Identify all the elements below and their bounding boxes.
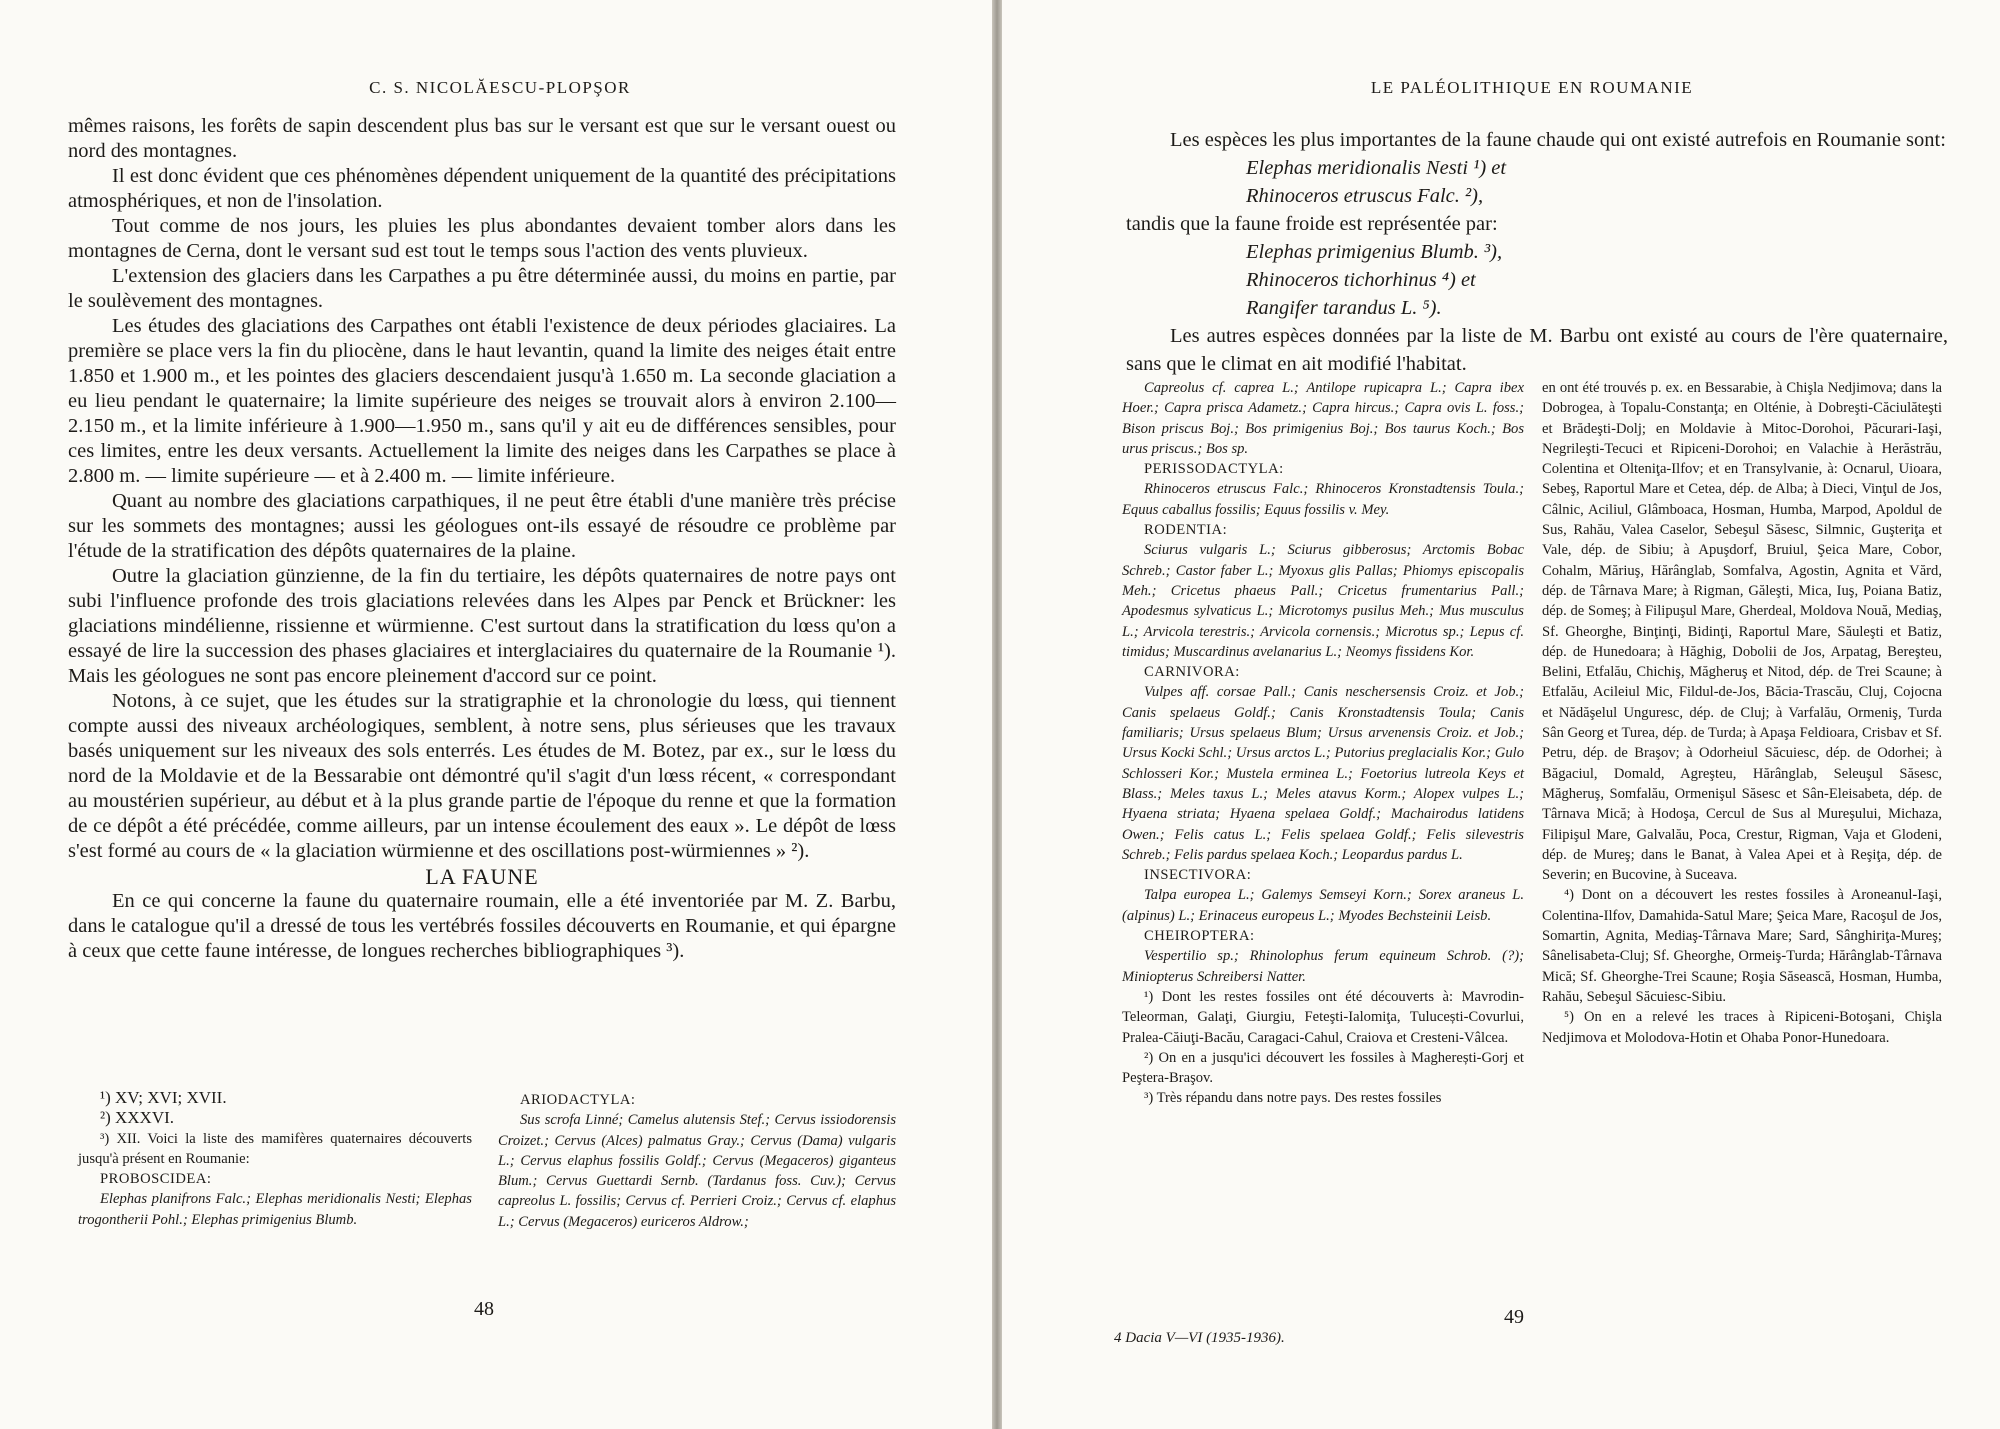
paragraph: Les autres espèces données par la liste de M. Barbu ont existé au cours de l'ère quaternaire, sans que le climat en ait modifié l'habitat.: [1126, 325, 1948, 375]
paragraph: tandis que la faune froide est représentée par:: [1126, 213, 1498, 235]
taxon-text: Elephas planifrons Falc.; Elephas meridionalis Nesti; Elephas trogontherii Pohl.; Elephas primigenius Blumb.: [78, 1191, 472, 1228]
taxon-group-heading: ARIODACTYLA:: [520, 1092, 636, 1108]
signature-mark: 4 Dacia V—VI (1935-1936).: [1114, 1330, 1285, 1346]
paragraph: mêmes raisons, les forêts de sapin descendent plus bas sur le versant est que sur le versant ouest ou nord des montagnes.: [68, 115, 896, 162]
taxon-text: Rhinoceros etruscus Falc.; Rhinoceros Kronstadtensis Toula.; Equus caballus fossilis; Equus fossilis v. Mey.: [1122, 481, 1524, 518]
page-number-left: 48: [474, 1298, 494, 1320]
taxon-list: [1122, 682, 1524, 865]
species-line: [1126, 266, 1948, 294]
left-footnotes-col1: [78, 1088, 472, 1230]
footnote: ³) Très répandu dans notre pays. Des restes fossiles: [1144, 1090, 1442, 1107]
taxon-text: Vespertilio sp.; Rhinolophus ferum equineum Schrob. (?); Miniopterus Schreibersi Natter.: [1122, 948, 1524, 985]
left-main-text: [68, 114, 896, 964]
species-line: [1126, 154, 1948, 182]
taxon-text: Vulpes aff. corsae Pall.; Canis neschersensis Croiz. et Job.; Canis spelaeus Goldf.; Canis Kronstadtensis Toula; Canis familiaris; Ursus spelaeus Blum; Ursus arvenensis Croiz. et Job.; Ursus Kocki Schl.; Ursus arctos L.; Putorius preglacialis Kor.; Gulo Schlosseri Kor.; Mustela erminea L.; Foetorius lutreola Keys et Blass.; Meles taxus L.; Meles atavus Korm.; Alopex vulpes L.; Hyaena striata; Hyaena spelaea Goldf.; Machairodus latidens Owen.; Felis catus L.; Felis spelaea Goldf.; Felis silevestris Schreb.; Felis pardus spelaea Koch.; Leopardus pardus L.: [1122, 684, 1524, 863]
species-name: Rhinoceros tichorhinus ⁴) et: [1246, 269, 1476, 291]
footnote-continuation: en ont été trouvés p. ex. en Bessarabie, à Chişla Nedjimova; dans la Dobrogea, à Topalu-Constanţa; en Olténie, à Dobreşti-Căciulăteşti et Brădeşti-Dolj; en Moldavie à Mitoc-Dorohoi, Păcurari-Iaşi, Negrileşti-Tecuci et Ripiceni-Dorohoi; en Valachie à Herăstrău, Colentina et Olteniţa-Ilfov; et en Transylvanie, à: Ocnarul, Uioara, Sebeş, Raportul Mare et Cetea, dép. de Alba; à Dieci, Vinţul de Jos, Câlnic, Aciliul, Glâmboaca, Hosman, Humba, Marpod, Apoldul de Sus, Rahău, Valea Caselor, Sebeşul Săsesc, Silmnic, Guşteriţa et Vale, dép. de Sibiu; à Apuşdorf, Bruiul, Şeica Mare, Cobor, Cohalm, Măriuş, Hărânglab, Somfalva, Agostin, Agnita et Vărd, dép. de Târnava Mare; à Rigman, Găleşti, Mica, Iuş, Poiana Batiz, dép. de Someş; à Filipuşul Mare, Gherdeal, Moldova Nouă, Mediaş, Sf. Gheorghe, Binţinţi, Bidinţi, Raportul Mare, Săuleşti et Batiz, dép. de Hunedoara; à Hăghig, Dobolii de Jos, Arpatag, Bereşteu, Belini, Etfalău, Chichiş, Măgheruş et Nitod, dép. de Trei Scaune; à Etfalău, Acileiul Mic, Fildul-de-Jos, Băcia-Trascău, Cluj, Cojocna et Nădăşelul Unguresc, dép. de Cluj; à Varfalău, Ormeniş, Turda Sân Georg et Turea, dép. de Turda; à Apaşa Feldioara, Crisbav et Sf. Petru, dép. de Braşov; à Odorheiul Săcuiesc, dép. de Odorhei; à Băgaciul, Domald, Agreşteu, Hărânglab, Seleuşul Săsesc, Măgheruş, Somfalău, Ormenişul Săsesc et Sân-Eleisabeta, dép. de Târnava Mică; à Hodoşa, Cercul de Sus al Mureşului, Michaza, Filipişul Mare, Galvalău, Poca, Crestur, Rigman, Vaja et Glodeni, dép. de Mureş; dans le Banat, à Valea Apei et à Reşiţa, dép. de Severin; en Bucovine, à Suceava.: [1542, 380, 1942, 884]
species-line: [1126, 182, 1948, 210]
right-footnotes-col2: [1542, 378, 1942, 1048]
taxon-list: [1122, 946, 1524, 987]
footnote: ²) XXXVI.: [100, 1108, 175, 1128]
footnote: ²) On en a jusqu'ici découvert les fossiles à Magherești-Gorj et Peştera-Braşov.: [1122, 1049, 1524, 1087]
taxon-list: [1122, 378, 1524, 459]
left-page: [0, 0, 992, 1429]
footnote: ³) XII. Voici la liste des mamifères quaternaires découverts jusqu'à présent en Roumanie:: [78, 1130, 472, 1167]
taxon-text: Sciurus vulgaris L.; Sciurus gibberosus; Arctomis Bobac Schreb.; Castor faber L.; Myoxus glis Pallas; Phiomys episcopalis Meh.; Cricetus phaeus Pall.; Cricetus frumentarius Pall.; Apodesmus sylvaticus L.; Microtomys pusilus Meh.; Mus musculus L.; Arvicola terestris.; Arvicola cornensis.; Microtus sp.; Lepus cf. timidus; Muscardinus avelanarius L.; Neomys fissidens Kor.: [1122, 542, 1524, 660]
running-head-right: LE PALÉOLITHIQUE EN ROUMANIE: [1370, 78, 1694, 97]
footnote: ¹) XV; XVI; XVII.: [100, 1088, 227, 1107]
taxon-list: [1122, 479, 1524, 520]
taxon-group-heading: CHEIROPTERA:: [1144, 928, 1255, 945]
footnote: ¹) Dont les restes fossiles ont été découverts à: Mavrodin-Teleorman, Galaţi, Giurgiu, Feteşti-Ialomiţa, Tulucești-Covurlui, Pralea-Căiuţi-Bacău, Caragaci-Cahul, Craiova et Cresteni-Vâlcea.: [1122, 988, 1524, 1046]
book-gutter: [992, 0, 1002, 1429]
paragraph: Les espèces les plus importantes de la faune chaude qui ont existé autrefois en Roumanie sont:: [1170, 129, 1946, 151]
section-heading: LA FAUNE: [425, 864, 539, 889]
taxon-text: Capreolus cf. caprea L.; Antilope rupicapra L.; Capra ibex Hoer.; Capra prisca Adametz.; Capra hircus.; Capra ovis L. foss.; Bison priscus Boj.; Bos primigenius Boj.; Bos taurus Koch.; Bos urus priscus.; Bos sp.: [1122, 380, 1524, 457]
page-number-right: 49: [1504, 1306, 1524, 1328]
taxon-group-heading: INSECTIVORA:: [1144, 867, 1252, 884]
footnote: ⁵) On en a relevé les traces à Ripiceni-Botoşani, Chişla Nedjimova et Molodova-Hotin et Ohaba Ponor-Hunedoara.: [1542, 1009, 1942, 1046]
running-head-left: C. S. NICOLĂESCU-PLOPŞOR: [369, 78, 631, 97]
paragraph: Outre la glaciation günzienne, de la fin du tertiaire, les dépôts quaternaires de notre pays ont subi l'influence profonde des trois glaciations relevées dans les Alpes par Penck et Brückner: les glaciations mindélienne, rissienne et würmienne. C'est surtout dans la stratification du lœss qu'on a essayé de lire la succession des phases glaciaires et interglaciaires du quaternaire de la Roumanie ¹). Mais les géologues ne sont pas encore pleinement d'accord sur ce point.: [68, 565, 896, 687]
paragraph: Notons, à ce sujet, que les études sur la stratigraphie et la chronologie du lœss, qui tiennent compte aussi des niveaux archéologiques, semblent, à notre sens, plus sérieuses que les travaux basés uniquement sur les niveaux des sols enterrés. Les études de M. Botez, par ex., sur le lœss du nord de la Moldavie et de la Bessarabie ont démontré qu'il s'agit d'un lœss récent, « correspondant au moustérien supérieur, au début et à la plus grande partie de l'époque du renne et que la formation de ce dépôt a été précédée, comme ailleurs, par un intense écoulement des eaux ». Le dépôt de lœss s'est formé au cours de « la glaciation würmienne et des oscillations post-würmiennes » ²).: [68, 690, 896, 862]
taxon-text: Sus scrofa Linné; Camelus alutensis Stef.; Cervus issiodorensis Croizet.; Cervus (Alces) palmatus Gray.; Cervus (Dama) vulgaris L.; Cervus elaphus fossilis Goldf.; Cervus (Megaceros) giganteus Blum.; Cervus Guettardi Sernb. (Tardanus foss. Cuv.); Cervus capreolus L. fossilis; Cervus cf. Perrieri Croiz.; Cervus cf. elaphus L.; Cervus (Megaceros) euriceros Aldrow.;: [498, 1112, 896, 1230]
paragraph: Il est donc évident que ces phénomènes dépendent uniquement de la quantité des précipitations atmosphériques, et non de l'insolation.: [68, 165, 896, 212]
paragraph: Les études des glaciations des Carpathes ont établi l'existence de deux périodes glaciaires. La première se place vers la fin du pliocène, dans le haut levantin, quand la limite des neiges était entre 1.850 et 1.900 m., et les pointes des glaciers descendaient jusqu'à 1.650 m. La seconde glaciation a eu lieu pendant le quaternaire; la limite supérieure des neiges se trouvait alors à environ 2.100—2.150 m., et la limite inférieure à 1.900—1.950 m., sans qu'il y ait eu de différences sensibles, pour ces limites, entre les deux versants. Actuellement la limite des neiges dans les Carpathes se place à 2.800 m. — limite supérieure — et à 2.400 m. — limite inférieure.: [68, 315, 896, 487]
species-name: Rangifer tarandus L. ⁵).: [1246, 297, 1442, 319]
species-name: Elephas primigenius Blumb. ³),: [1246, 241, 1503, 263]
species-name: Rhinoceros etruscus Falc. ²),: [1246, 185, 1484, 207]
species-name: Elephas meridionalis Nesti ¹) et: [1246, 157, 1507, 179]
paragraph: Tout comme de nos jours, les pluies les plus abondantes devaient tomber alors dans les montagnes de Cerna, dont le versant sud est tout le temps sous l'action des vents pluvieux.: [68, 215, 896, 262]
right-page: [1002, 0, 2000, 1429]
taxon-group-heading: PERISSODACTYLA:: [1144, 461, 1284, 478]
taxon-group-heading: CARNIVORA:: [1144, 664, 1240, 681]
paragraph: L'extension des glaciers dans les Carpathes a pu être déterminée aussi, du moins en partie, par le soulèvement des montagnes.: [68, 265, 896, 312]
taxon-list: [78, 1189, 472, 1230]
taxon-list: [498, 1110, 896, 1232]
footnote: ⁴) Dont on a découvert les restes fossiles à Aroneanul-Iaşi, Colentina-Ilfov, Damahida-Satul Mare; Şeica Mare, Racoşul de Jos, Somartin, Agnita, Mediaş-Târnava Mare; Sard, Sânghiriţa-Mureş; Sânelisabeta-Cluj; Sf. Gheorghe, Ormeiş-Turda; Hărânglab-Târnava Mică; Sf. Gheorghe-Trei Scaune; Roşia Săsească, Hosman, Humba, Rahău, Sebeşul Săcuiesc-Sibiu.: [1542, 887, 1942, 1005]
taxon-list: [1122, 885, 1524, 926]
left-footnotes-col2: [498, 1090, 896, 1232]
species-line: [1126, 294, 1948, 322]
taxon-list: [1122, 540, 1524, 662]
right-footnotes-col1: [1122, 378, 1524, 1109]
taxon-group-heading: RODENTIA:: [1144, 522, 1228, 539]
paragraph: Quant au nombre des glaciations carpathiques, il ne peut être établi d'une manière très précise sur les sommets des montagnes; aussi les géologues ont-ils essayé de résoudre ce problème par l'étude de la stratification des dépôts quaternaires de la plaine.: [68, 490, 896, 562]
right-main-text: [1126, 126, 1948, 378]
taxon-text: Talpa europea L.; Galemys Semseyi Korn.; Sorex araneus L. (alpinus) L.; Erinaceus europeus L.; Myodes Bechsteinii Leisb.: [1122, 887, 1524, 924]
paragraph: En ce qui concerne la faune du quaternaire roumain, elle a été inventoriée par M. Z. Barbu, dans le catalogue qu'il a dressé de tous les vertébrés fossiles découverts en Roumanie, et qui épargne à ceux que cette faune intéresse, de longues recherches bibliographiques ³).: [68, 890, 896, 962]
taxon-group-heading: PROBOSCIDEA:: [100, 1171, 212, 1188]
species-line: [1126, 238, 1948, 266]
